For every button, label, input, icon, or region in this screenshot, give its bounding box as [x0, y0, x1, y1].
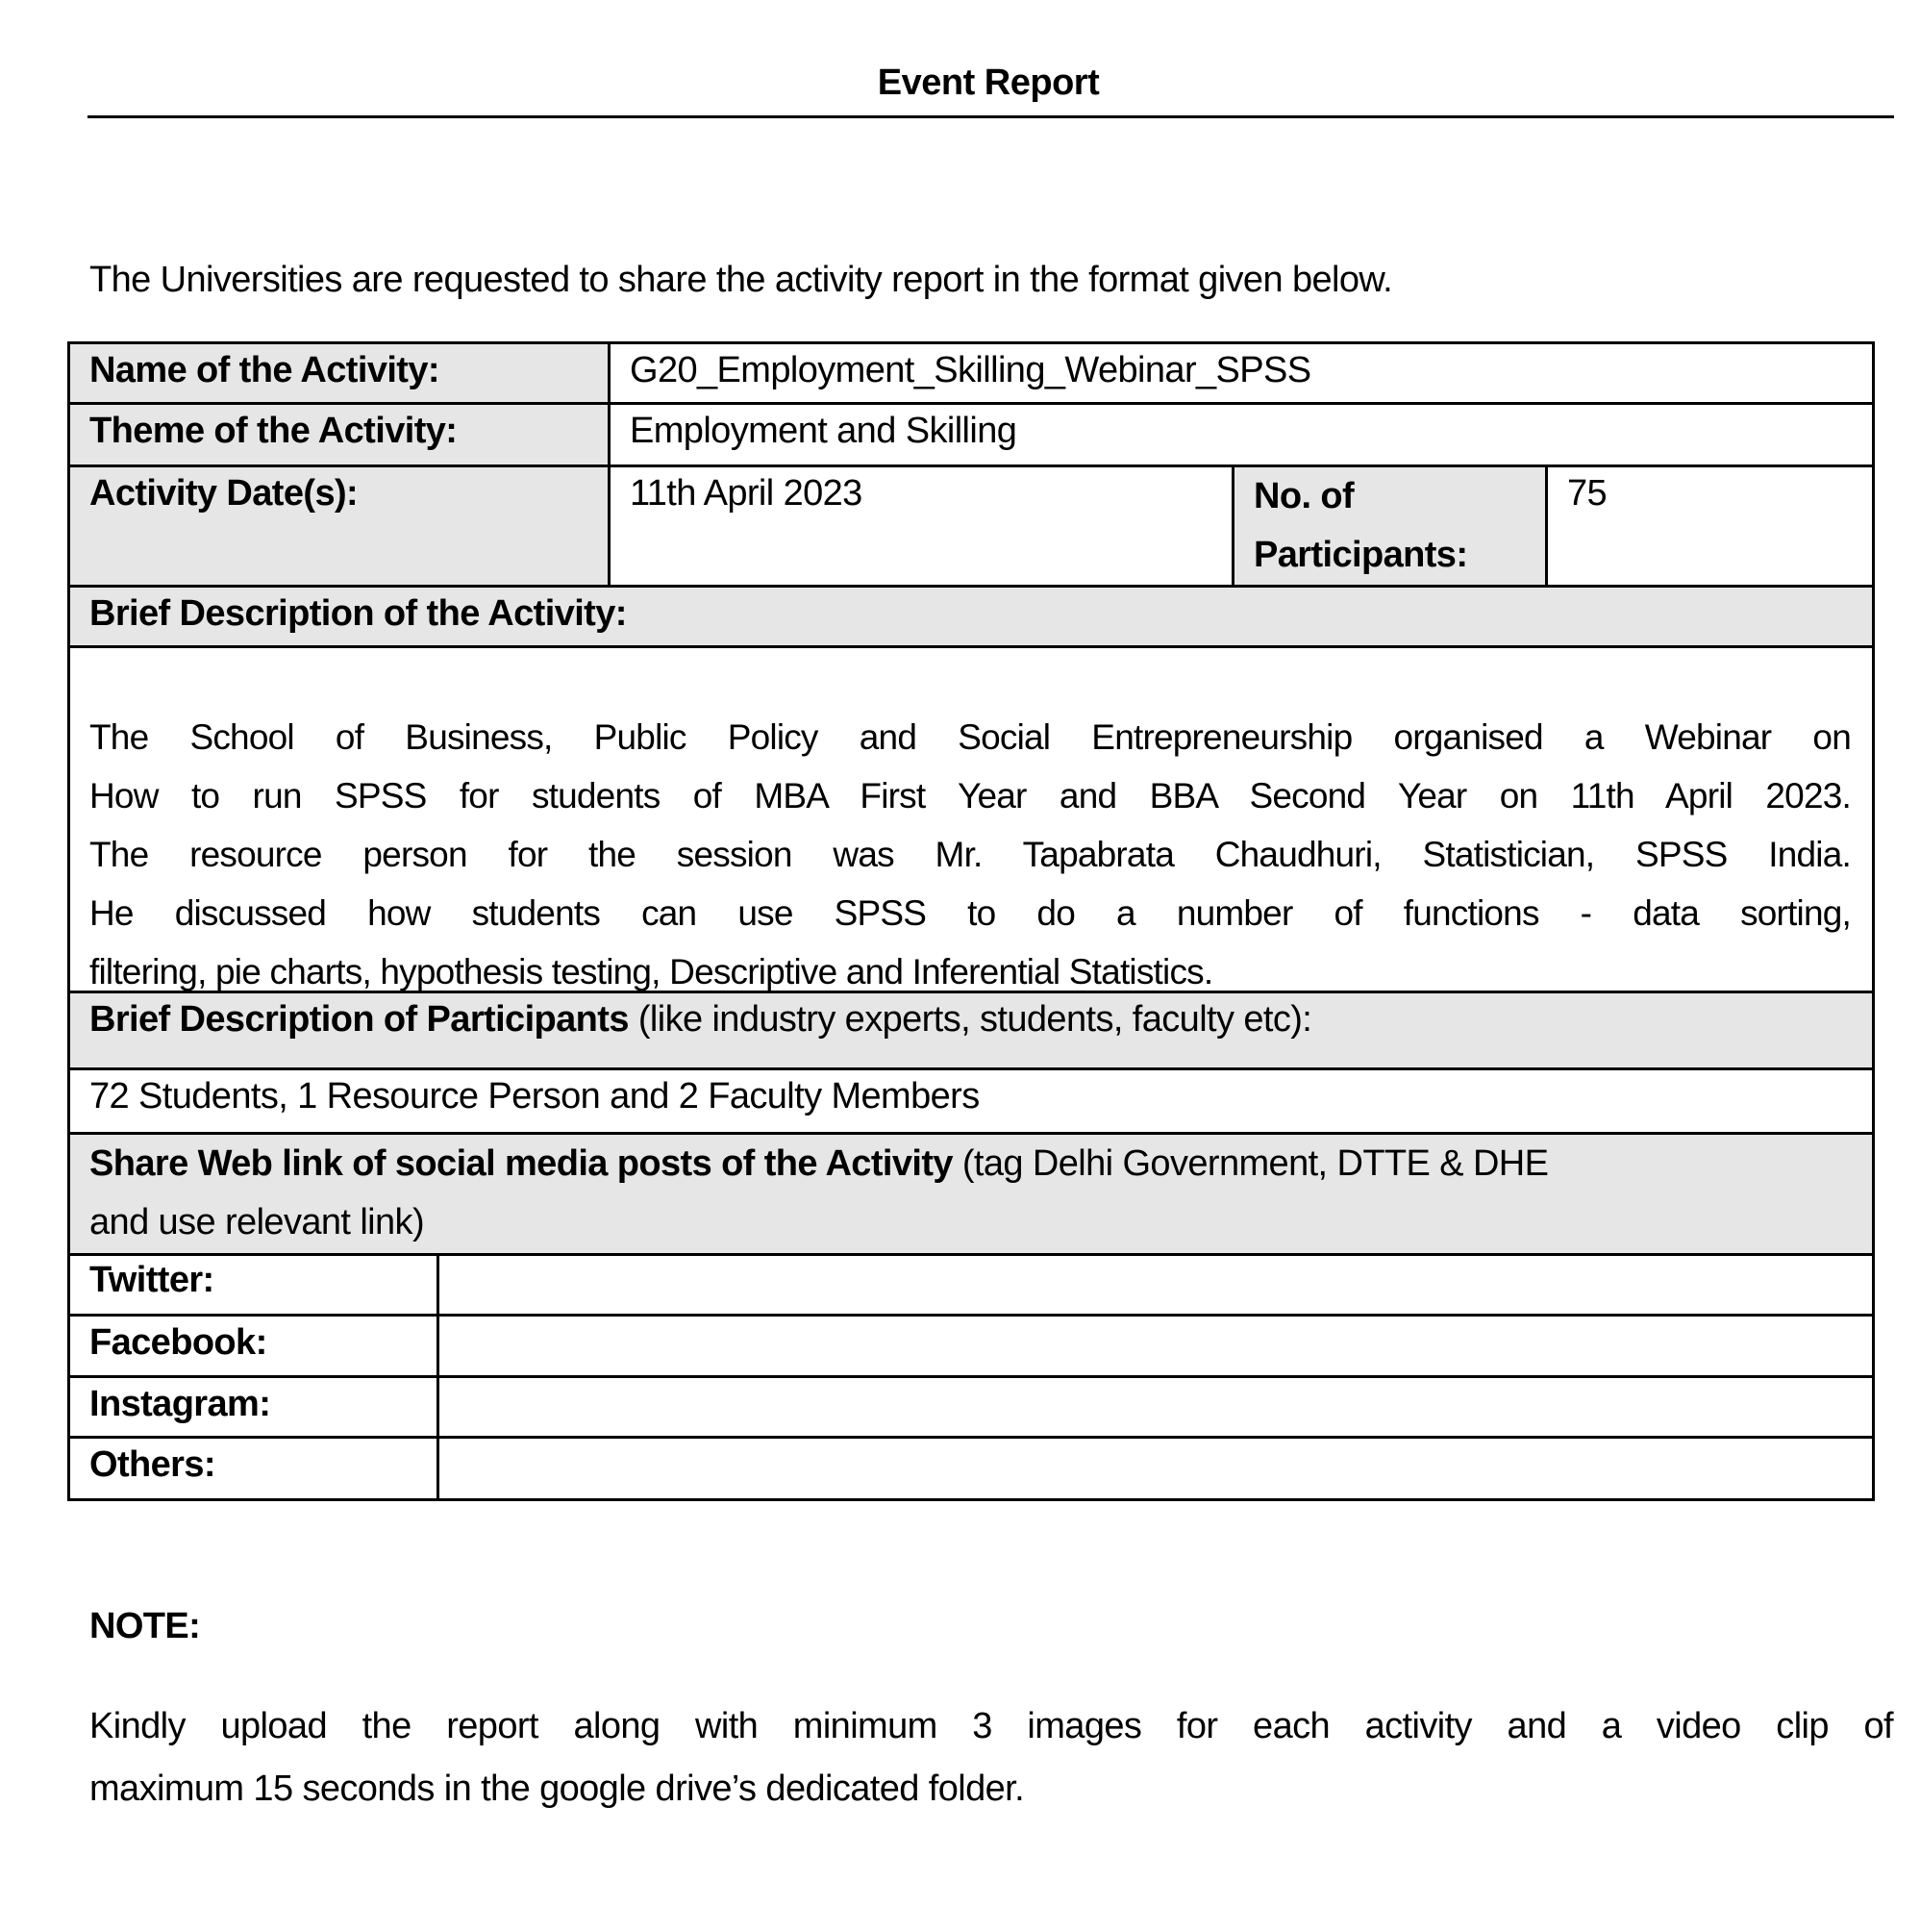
participants-description-label-hint: (like industry experts, students, faculty etc):: [628, 999, 1312, 1040]
participants-description-label: [67, 991, 1875, 1070]
note-heading: NOTE:: [89, 1606, 201, 1646]
social-media-label-line1: [89, 1135, 1872, 1193]
others-link-field[interactable]: [436, 1436, 1875, 1501]
activity-description-value[interactable]: [67, 645, 1875, 993]
others-label: Others:: [67, 1436, 439, 1501]
activity-theme-label: Theme of the Activity:: [67, 402, 611, 467]
social-media-label: [67, 1132, 1875, 1256]
description-line: How to run SPSS for students of MBA First Year and BBA Second Year on 11th April 2023.: [89, 776, 1851, 815]
title-divider: [87, 115, 1894, 118]
participants-count-label-line2: Participants:: [1254, 535, 1468, 575]
participants-count-value[interactable]: 75: [1545, 464, 1875, 588]
activity-date-label: Activity Date(s):: [67, 464, 611, 588]
social-media-label-line2: and use relevant link): [89, 1202, 425, 1242]
twitter-link-field[interactable]: [436, 1253, 1875, 1317]
participants-description-value[interactable]: 72 Students, 1 Resource Person and 2 Faculty Members: [67, 1067, 1875, 1135]
description-line: filtering, pie charts, hypothesis testing, Descriptive and Inferential Statistics.: [89, 952, 1213, 991]
activity-name-label: Name of the Activity:: [67, 341, 611, 405]
facebook-link-field[interactable]: [436, 1314, 1875, 1378]
instagram-label: Instagram:: [67, 1375, 439, 1439]
twitter-label: Twitter:: [67, 1253, 439, 1317]
note-text-line: Kindly upload the report along with minimum 3 images for each activity and a video clip of: [89, 1706, 1893, 1746]
participants-count-label: [1232, 464, 1548, 588]
activity-theme-value[interactable]: Employment and Skilling: [608, 402, 1875, 467]
intro-text: The Universities are requested to share the activity report in the format given below.: [89, 260, 1393, 300]
description-line: The resource person for the session was Mr. Tapabrata Chaudhuri, Statistician, SPSS India.: [89, 835, 1851, 874]
activity-date-value[interactable]: 11th April 2023: [608, 464, 1234, 588]
activity-name-value[interactable]: G20_Employment_Skilling_Webinar_SPSS: [608, 341, 1875, 405]
participants-count-label-line1: No. of: [1254, 476, 1355, 516]
description-line: The School of Business, Public Policy and Social Entrepreneurship organised a Webinar on: [89, 717, 1851, 757]
activity-description-text: [89, 708, 1851, 993]
social-media-label-hint: (tag Delhi Government, DTTE & DHE: [952, 1143, 1549, 1184]
participants-description-label-bold: Brief Description of Participants: [89, 999, 629, 1040]
note-text-line: maximum 15 seconds in the google drive’s dedicated folder.: [89, 1769, 1025, 1809]
instagram-link-field[interactable]: [436, 1375, 1875, 1439]
page-title: Event Report: [877, 63, 1100, 103]
facebook-label: Facebook:: [67, 1314, 439, 1378]
activity-description-label: Brief Description of the Activity:: [67, 585, 1875, 648]
social-media-label-bold: Share Web link of social media posts of the Activity: [89, 1143, 953, 1184]
description-line: He discussed how students can use SPSS to do a number of functions - data sorting,: [89, 893, 1851, 933]
